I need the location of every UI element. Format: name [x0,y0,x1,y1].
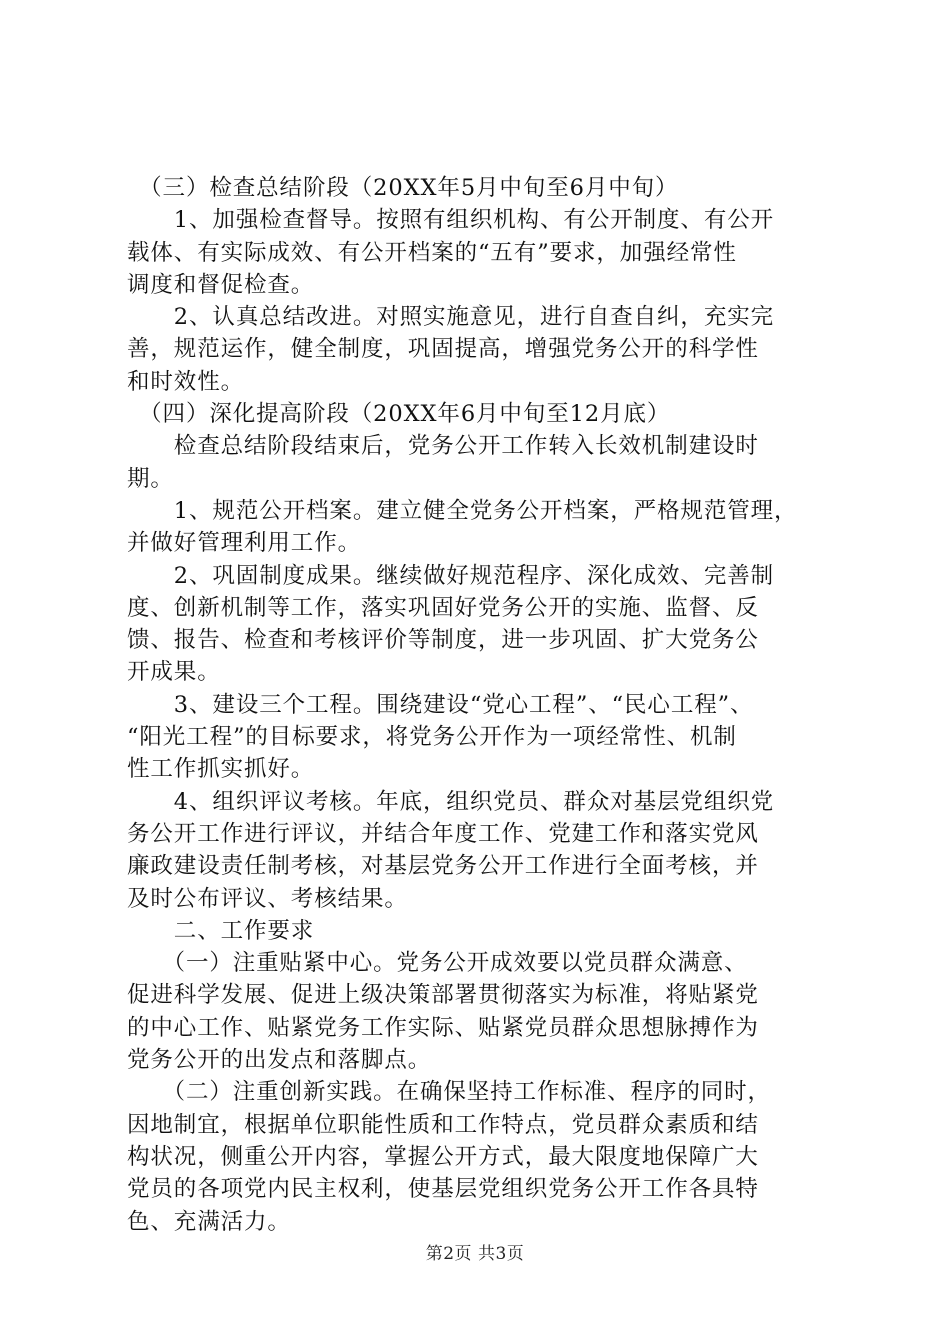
text-line: 度、创新机制等工作，落实巩固好党务公开的实施、监督、反 [127,594,759,621]
text-line: （三）检查总结阶段（20XX年5月中旬至6月中旬） [127,175,679,201]
text-line: 党务公开的出发点和落脚点。 [127,1047,432,1074]
text-line: （一）注重贴紧中心。党务公开成效要以党员群众满意、 [127,950,748,977]
text-line: 和时效性。 [127,368,245,395]
text-line: 及时公布评议、考核结果。 [127,885,408,912]
text-line: 1、规范公开档案。建立健全党务公开档案，严格规范管理， [127,497,798,524]
text-line: 1、加强检查督导。按照有组织机构、有公开制度、有公开 [127,207,775,234]
text-line: 善，规范运作，健全制度，巩固提高，增强党务公开的科学性 [127,336,759,363]
text-line: 4、组织评议考核。年底，组织党员、群众对基层党组织党 [127,788,775,815]
text-line: 馈、报告、检查和考核评价等制度，进一步巩固、扩大党务公 [127,627,759,654]
text-line: 性工作抓实抓好。 [127,756,315,783]
text-line: 党员的各项党内民主权利，使基层党组织党务公开工作各具特 [127,1176,759,1203]
text-line: 期。 [127,465,174,492]
text-line: 2、巩固制度成果。继续做好规范程序、深化成效、完善制 [127,562,775,589]
text-line: （四）深化提高阶段（20XX年6月中旬至12月底） [127,401,671,428]
section-heading: 二、工作要求 [127,917,315,944]
text-line: 载体、有实际成效、有公开档案的“五有”要求，加强经常性 [127,239,737,266]
text-line: 务公开工作进行评议，并结合年度工作、党建工作和落实党风 [127,820,759,847]
text-line: 因地制宜，根据单位职能性质和工作特点，党员群众素质和结 [127,1111,759,1138]
text-line: 检查总结阶段结束后，党务公开工作转入长效机制建设时 [127,433,759,460]
text-line: 2、认真总结改进。对照实施意见，进行自查自纠，充实完 [127,304,775,331]
text-line: “阳光工程”的目标要求，将党务公开作为一项经常性、机制 [127,724,737,751]
text-line: 的中心工作、贴紧党务工作实际、贴紧党员群众思想脉搏作为 [127,1014,759,1041]
text-line: 色、充满活力。 [127,1208,291,1235]
text-line: 调度和督促检查。 [127,271,315,298]
text-line: （二）注重创新实践。在确保坚持工作标准、程序的同时， [127,1079,771,1106]
text-line: 廉政建设责任制考核，对基层党务公开工作进行全面考核，并 [127,853,759,880]
text-line: 构状况，侧重公开内容，掌握公开方式，最大限度地保障广大 [127,1143,759,1170]
text-line: 开成果。 [127,659,221,686]
text-line: 促进科学发展、促进上级决策部署贯彻落实为标准，将贴紧党 [127,982,759,1009]
text-line: 3、建设三个工程。围绕建设“党心工程”、“民心工程”、 [127,691,754,718]
page-number-footer: 第2页 共3页 [425,1244,525,1264]
document-body [127,172,827,1238]
text-line: 并做好管理利用工作。 [127,530,362,557]
